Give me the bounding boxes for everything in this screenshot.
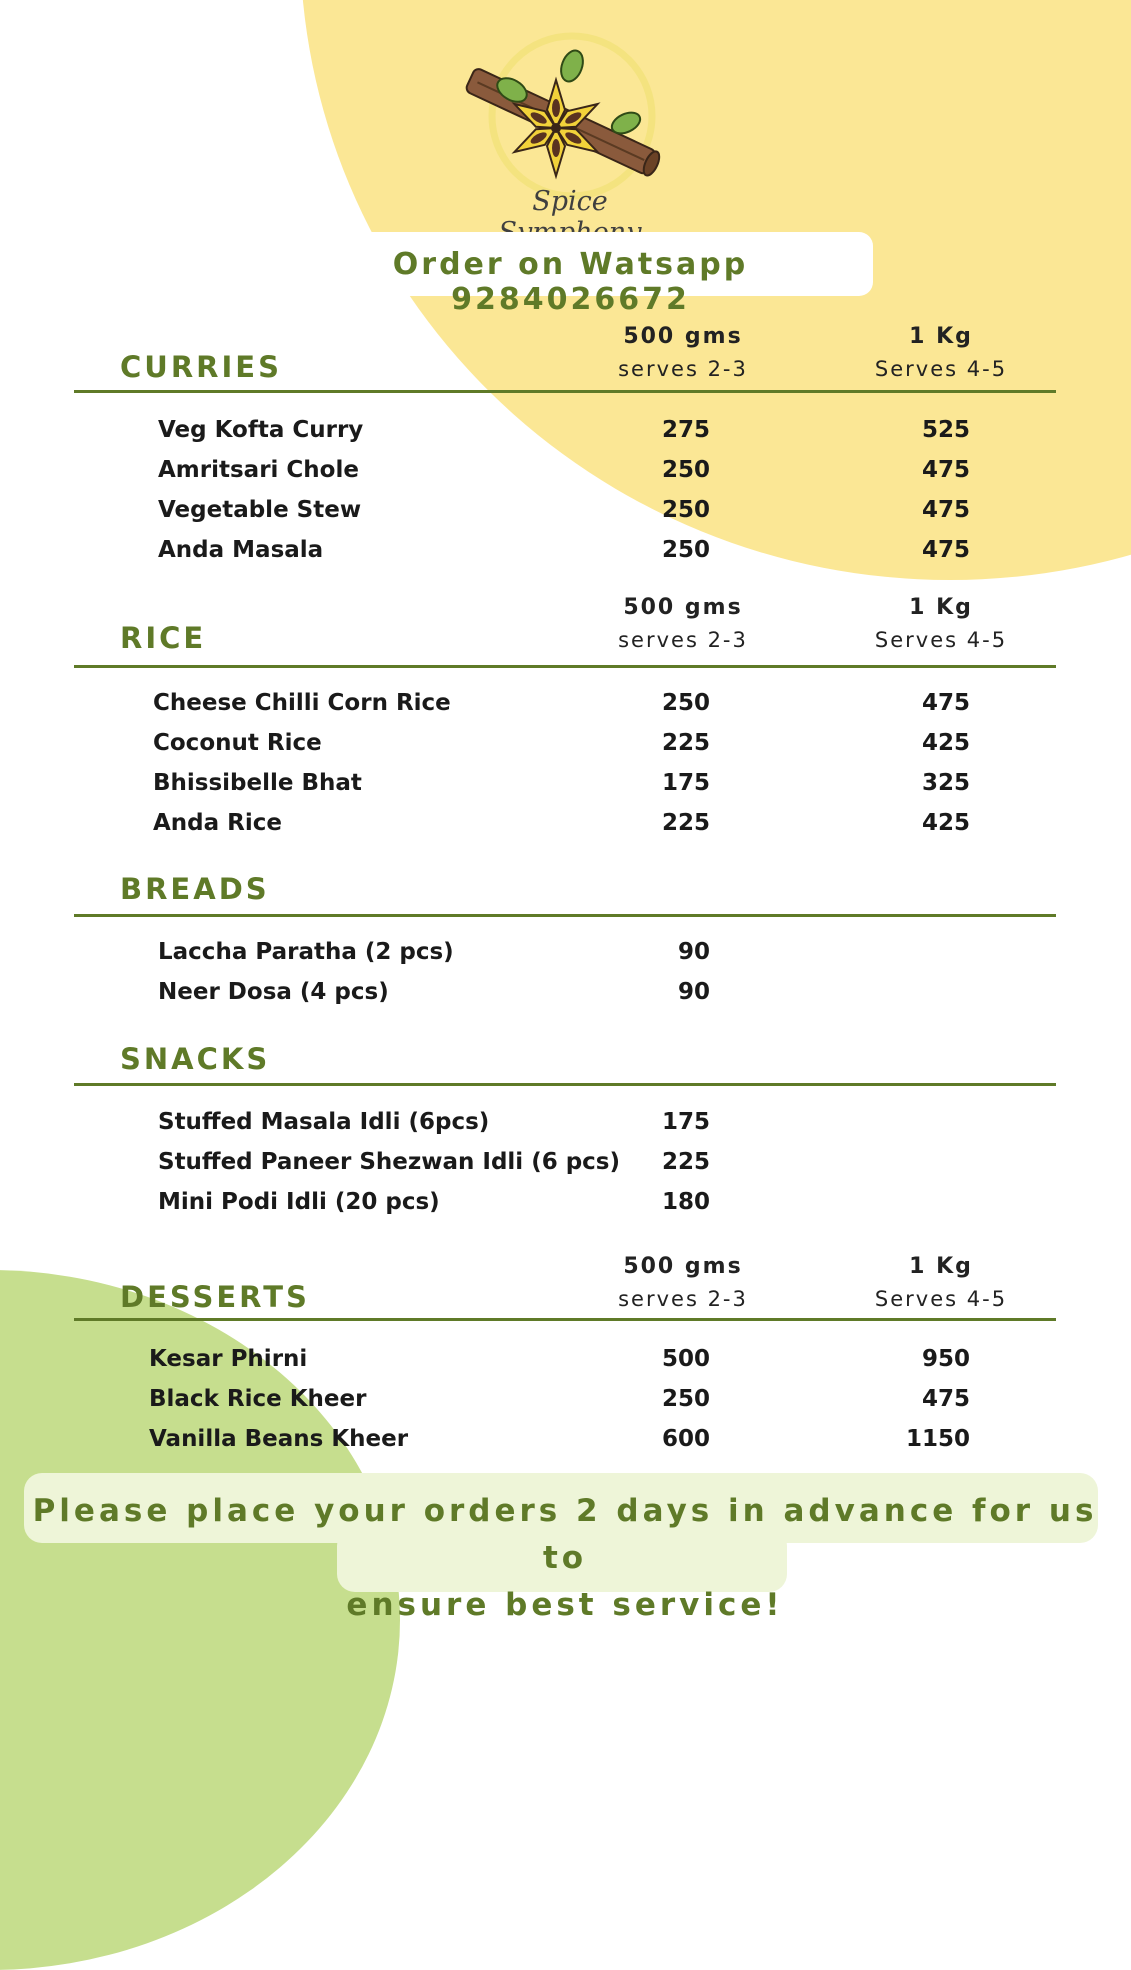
column-qty-label: 1 Kg [909,595,973,620]
menu-item: Kesar Phirni [149,1346,308,1372]
section-title-breads: BREADS [120,872,270,906]
section-title-rice: RICE [120,621,207,655]
menu-item: Vanilla Beans Kheer [149,1426,409,1452]
price-full: 475 [921,537,970,563]
menu-item: Black Rice Kheer [149,1386,367,1412]
section-title-curries: CURRIES [120,350,282,384]
column-qty-label: 1 Kg [909,324,973,349]
menu-item: Coconut Rice [153,730,322,756]
section-divider [74,390,1056,393]
column-qty-label: 500 gms [623,595,743,620]
column-serves-label: Serves 4-5 [874,357,1008,381]
price-half: 250 [661,1386,710,1412]
price: 225 [661,1149,710,1175]
order-contact-text: Order on Watsapp 9284026672 [392,247,749,317]
menu-item: Cheese Chilli Corn Rice [153,690,451,716]
menu-item: Vegetable Stew [158,497,362,523]
price-half: 225 [661,730,710,756]
column-serves-label: serves 2-3 [618,628,748,652]
price-half: 500 [661,1346,710,1372]
column-serves-label: serves 2-3 [618,357,748,381]
menu-item: Mini Podi Idli (20 pcs) [158,1189,440,1215]
price-half: 275 [661,417,710,443]
price-full: 475 [921,457,970,483]
price-full: 325 [921,770,970,796]
column-header-500gms [568,1251,798,1315]
price-full: 425 [921,810,970,836]
menu-item: Bhissibelle Bhat [153,770,362,796]
price-half: 175 [661,770,710,796]
price-full: 475 [921,1386,970,1412]
price: 180 [661,1189,710,1215]
section-divider [74,1083,1056,1086]
order-contact-banner [268,232,873,317]
menu-item: Laccha Paratha (2 pcs) [158,939,454,965]
column-serves-label: Serves 4-5 [874,1287,1008,1311]
price-full: 425 [921,730,970,756]
price-full: 950 [921,1346,970,1372]
advance-order-note [30,1488,1100,1629]
star-anise-cinnamon-icon [460,28,680,203]
menu-item: Amritsari Chole [158,457,359,483]
menu-item: Stuffed Masala Idli (6pcs) [158,1109,490,1135]
column-qty-label: 1 Kg [909,1254,973,1279]
column-serves-label: Serves 4-5 [874,628,1008,652]
section-divider [74,1318,1056,1321]
brand-logo [460,28,680,228]
column-header-500gms [568,592,798,656]
section-divider [74,665,1056,668]
price-full: 525 [921,417,970,443]
note-line: ensure best service! [346,1587,784,1623]
menu-item: Neer Dosa (4 pcs) [158,979,389,1005]
menu-item: Anda Rice [153,810,282,836]
column-qty-label: 500 gms [623,324,743,349]
menu-item: Stuffed Paneer Shezwan Idli (6 pcs) [158,1149,621,1175]
price-half: 250 [661,690,710,716]
section-title-snacks: SNACKS [120,1042,271,1076]
price-half: 225 [661,810,710,836]
note-line: Please place your orders 2 days in advance for us to [32,1493,1098,1576]
column-header-500gms [568,321,798,385]
column-header-1kg [826,1251,1056,1315]
column-serves-label: serves 2-3 [618,1287,748,1311]
menu-item: Veg Kofta Curry [158,417,364,443]
price: 90 [677,939,710,965]
section-divider [74,914,1056,917]
price-half: 250 [661,537,710,563]
price: 90 [677,979,710,1005]
column-header-1kg [826,592,1056,656]
price-full: 475 [921,497,970,523]
price-half: 250 [661,497,710,523]
section-title-desserts: DESSERTS [120,1280,310,1314]
price-half: 250 [661,457,710,483]
price-full: 1150 [905,1426,970,1452]
column-qty-label: 500 gms [623,1254,743,1279]
brand-name: Spice [532,186,608,217]
menu-item: Anda Masala [158,537,324,563]
price-half: 600 [661,1426,710,1452]
price: 175 [661,1109,710,1135]
column-header-1kg [826,321,1056,385]
price-full: 475 [921,690,970,716]
